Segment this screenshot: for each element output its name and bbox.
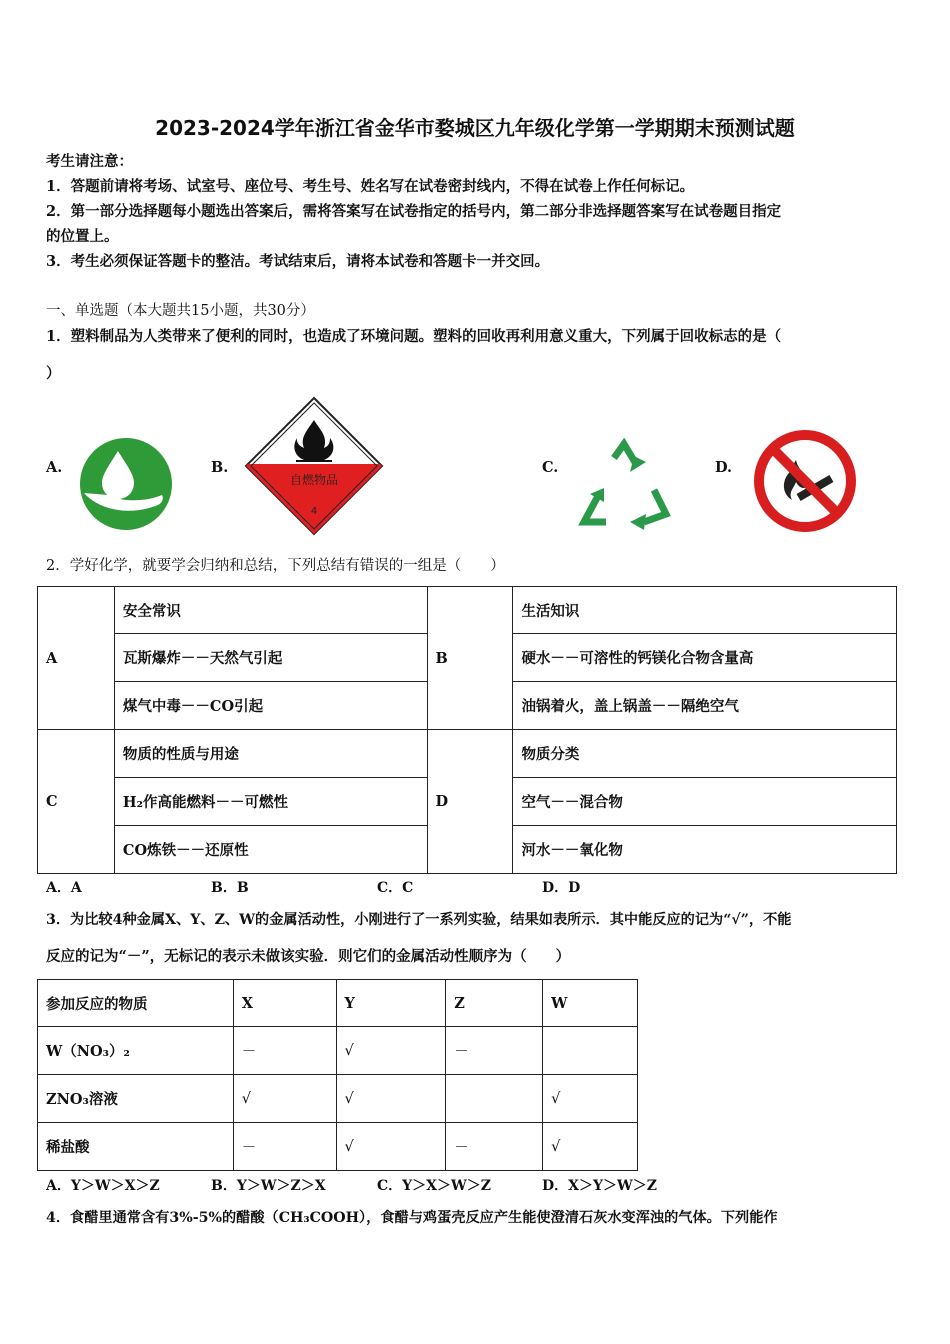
notice-item-3: 3．考生必须保证答题卡的整洁。考试结束后，请将本试卷和答题卡一并交回。 [46,253,550,270]
q2-cell: 物质分类 [513,730,897,778]
q2-cell: 安全常识 [114,587,427,634]
section-heading: 一、单选题（本大题共15小题，共30分） [46,303,315,319]
diamond-number: 4 [310,506,318,517]
q2-group-c-label: C [38,730,115,874]
q3-cell: √ [336,1123,446,1171]
q3-cell: √ [233,1075,336,1123]
notice-heading: 考生请注意： [46,153,133,170]
q2-choice-a: A．A [46,880,82,896]
q2-group-d-label: D [427,730,513,874]
q3-header: Z [446,980,543,1027]
q2-cell: 生活知识 [513,587,897,634]
q1-stem: 1．塑料制品为人类带来了便利的同时，也造成了环境问题。塑料的回收再利用意义重大，下列属于回收标志的是（ [46,328,782,345]
q3-choice-d: D．X＞Y＞W＞Z [542,1178,657,1194]
q3-cell: ZNO₃溶液 [38,1075,234,1123]
q3-cell: √ [336,1075,446,1123]
q3-cell: 稀盐酸 [38,1123,234,1171]
q3-cell: － [446,1027,543,1075]
q2-choice-c: C．C [377,880,414,896]
water-saving-icon [78,437,174,531]
page-title: 2023-2024学年浙江省金华市婺城区九年级化学第一学期期末预测试题 [155,116,795,140]
q1-option-b-label: B. [211,459,229,476]
q3-cell: √ [543,1075,638,1123]
q2-group-b-label: B [427,587,513,730]
q2-cell: 空气－－混合物 [513,778,897,826]
q2-stem: 2．学好化学，就要学会归纳和总结，下列总结有错误的一组是（ ） [46,558,505,574]
q1-stem-cont: ） [46,365,61,382]
q3-cell [543,1027,638,1075]
q3-stem: 3．为比较4种金属X、Y、Z、W的金属活动性，小刚进行了一系列实验，结果如表所示．其中能反应的记为“√”，不能 [46,912,792,928]
q1-option-d-label: D. [715,459,733,476]
q3-choice-c: C．Y＞X＞W＞Z [377,1178,491,1194]
notice-item-1: 1．答题前请将考场、试室号、座位号、考生号、姓名写在试卷密封线内，不得在试卷上作任何标记。 [46,178,695,195]
q3-cell: － [446,1123,543,1171]
q2-cell: 煤气中毒－－CO引起 [114,682,427,730]
q2-cell: 瓦斯爆炸－－天然气引起 [114,634,427,682]
q3-header: Y [336,980,446,1027]
q4-stem: 4．食醋里通常含有3%-5%的醋酸（CH₃COOH），食醋与鸡蛋壳反应产生能使澄清石灰水变浑浊的气体。下列能作 [46,1210,778,1226]
q2-choice-b: B．B [211,880,249,896]
q3-choice-b: B．Y＞W＞Z＞X [211,1178,326,1194]
q3-header: X [233,980,336,1027]
q3-table [37,979,638,1171]
q3-cell: √ [543,1123,638,1171]
q2-cell: 油锅着火，盖上锅盖－－隔绝空气 [513,682,897,730]
q3-cell: － [233,1123,336,1171]
q3-stem-cont: 反应的记为“－”，无标记的表示未做该实验．则它们的金属活动性顺序为（ ） [46,948,571,965]
q2-cell: 河水－－氧化物 [513,826,897,874]
q3-cell: W（NO₃）₂ [38,1027,234,1075]
q3-cell: － [233,1027,336,1075]
notice-item-2: 2．第一部分选择题每小题选出答案后，需将答案写在试卷指定的括号内，第二部分非选择题答案写在试卷题目指定 [46,203,782,220]
q2-group-a-label: A [38,587,115,730]
q3-header: 参加反应的物质 [38,980,234,1027]
q3-header: W [543,980,638,1027]
q1-option-c-label: C. [542,459,559,476]
q2-table [37,586,897,874]
no-smoking-icon [752,428,858,534]
recycle-icon [574,438,678,532]
q3-cell: √ [336,1027,446,1075]
q2-choice-d: D．D [542,880,581,896]
notice-item-2-cont: 的位置上。 [46,228,119,245]
q3-cell [446,1075,543,1123]
flammable-solid-icon [244,396,384,536]
diamond-text: 自燃物品 [289,473,339,487]
q2-cell: CO炼铁－－还原性 [114,826,427,874]
q2-cell: 硬水－－可溶性的钙镁化合物含量高 [513,634,897,682]
q1-option-a-label: A. [46,459,63,476]
q2-cell: 物质的性质与用途 [114,730,427,778]
q2-cell: H₂作高能燃料－－可燃性 [114,778,427,826]
q3-choice-a: A．Y＞W＞X＞Z [46,1178,160,1194]
